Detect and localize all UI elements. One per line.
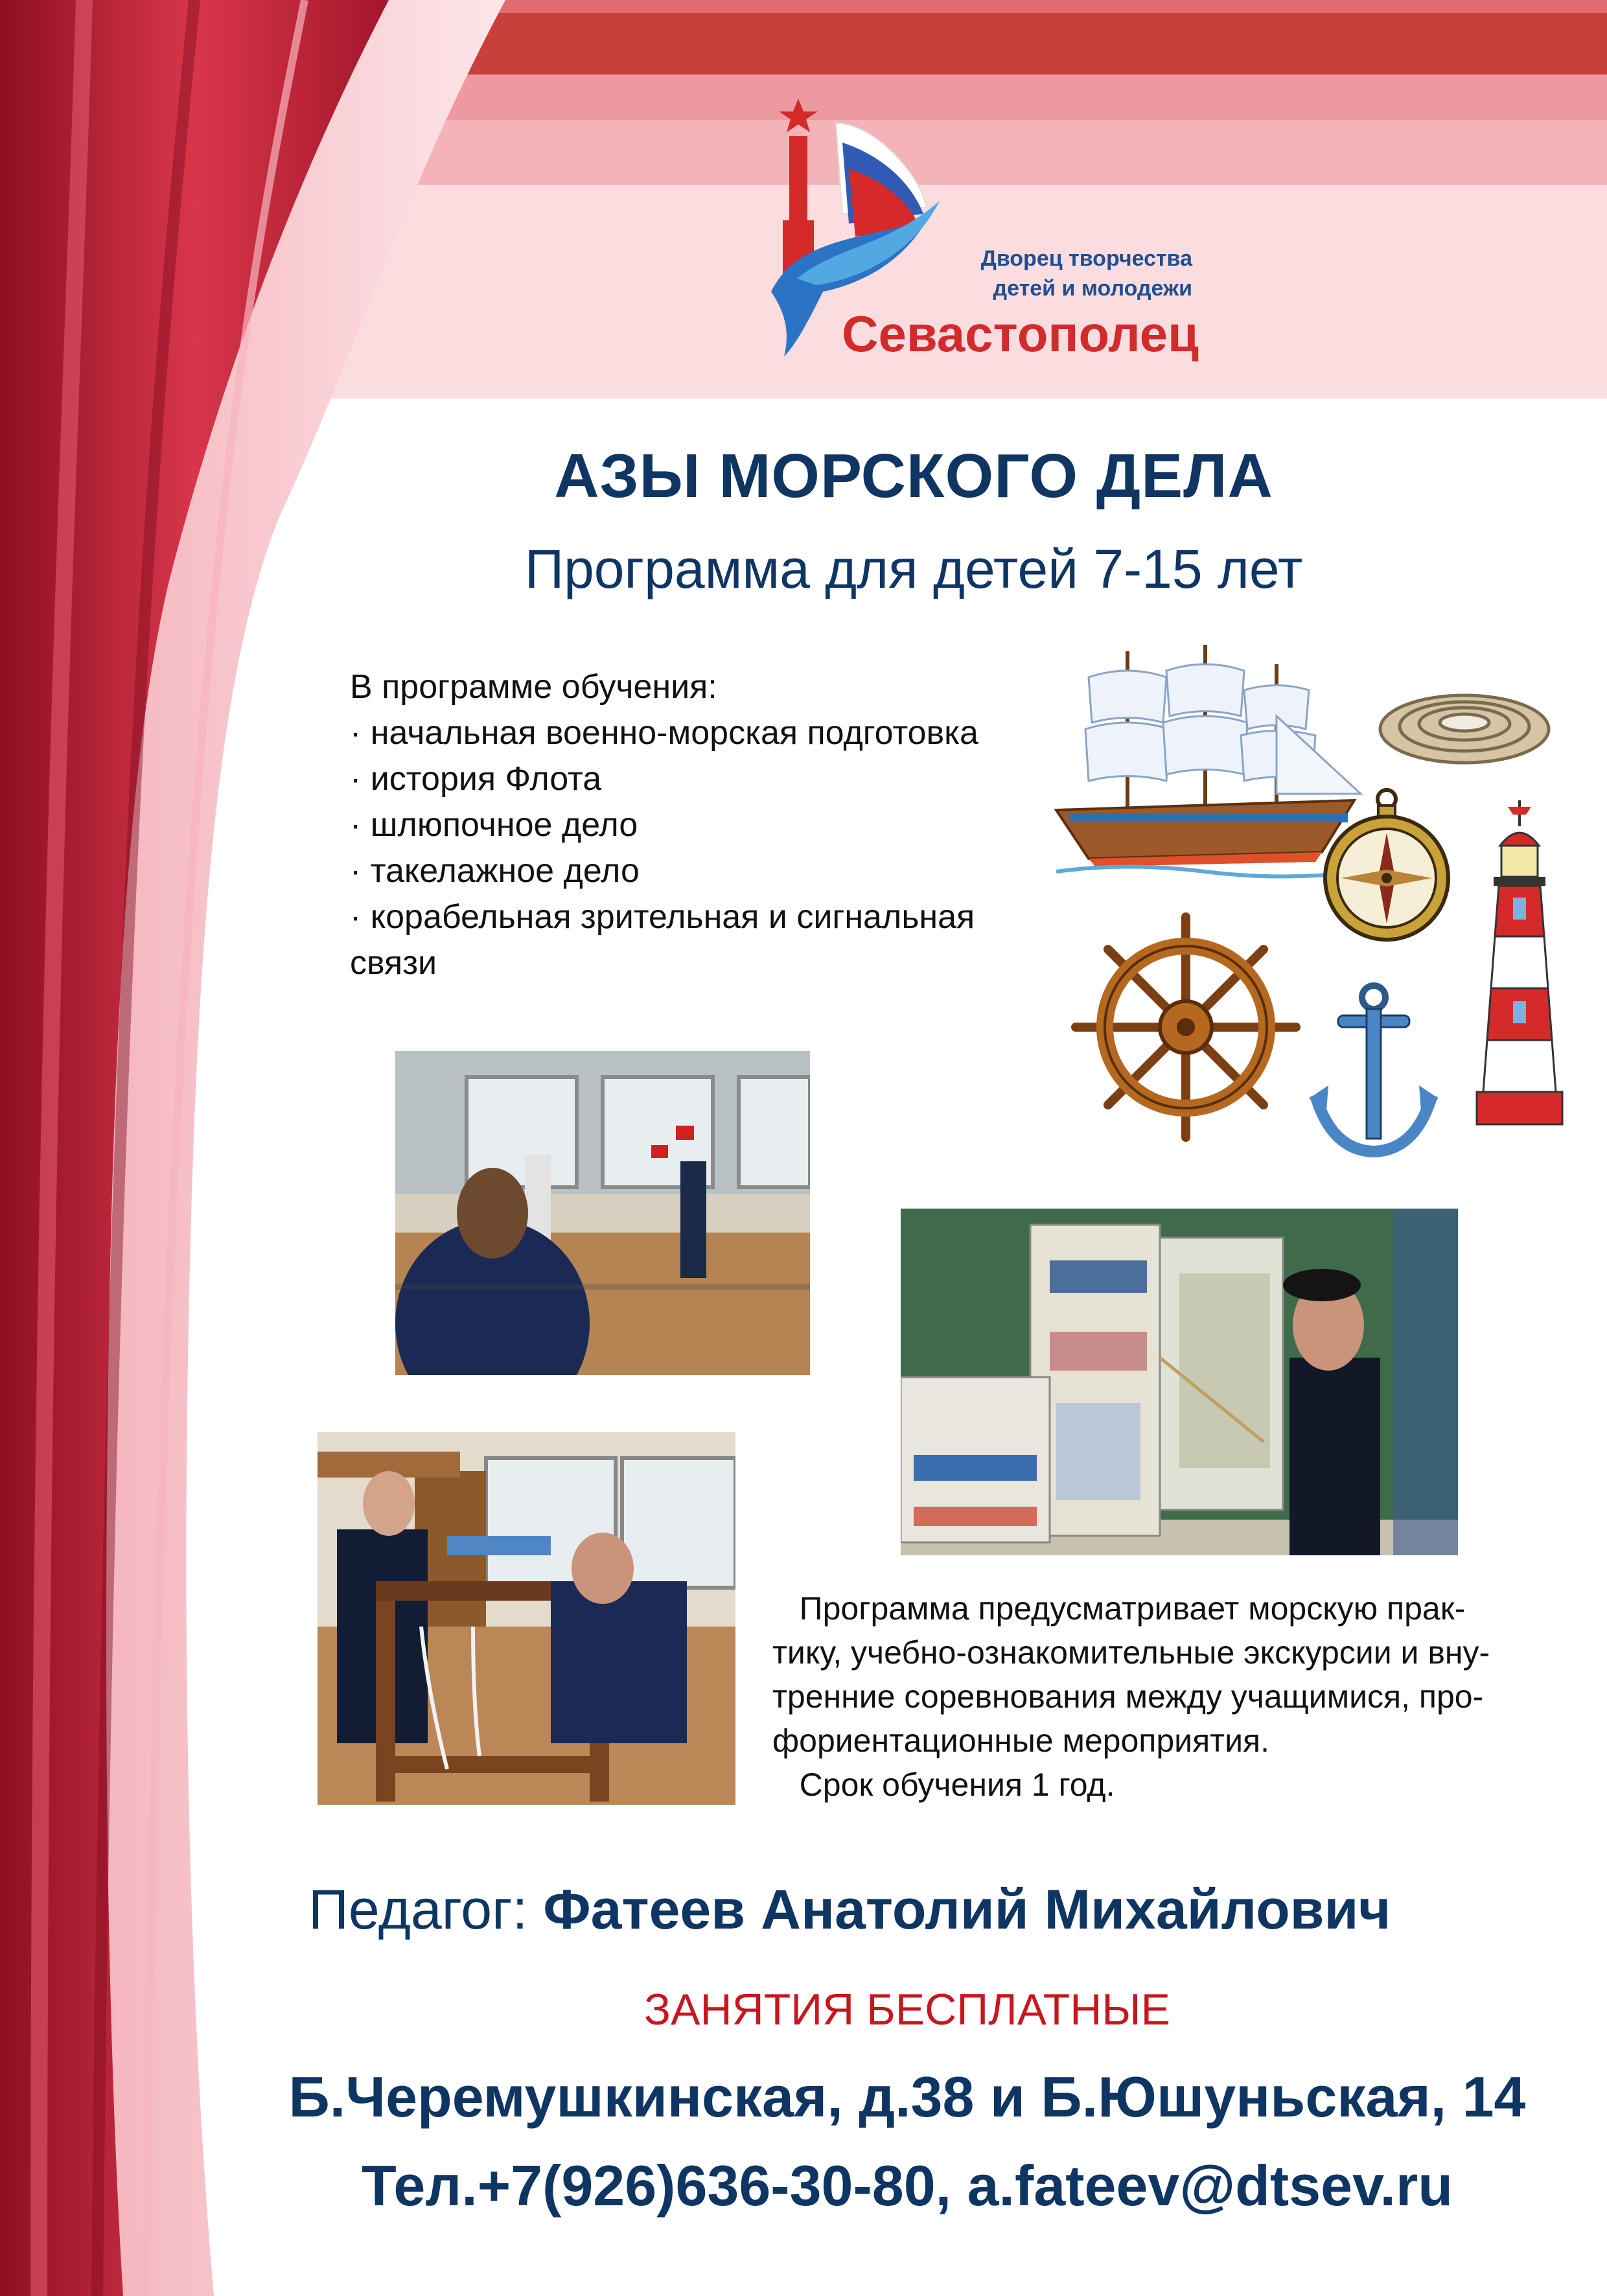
list-item-continuation: связи bbox=[350, 944, 437, 982]
page-subtitle: Программа для детей 7-15 лет bbox=[524, 539, 1303, 599]
program-description bbox=[772, 1586, 1537, 1807]
compass-icon bbox=[1319, 787, 1455, 943]
photo-naval-posters-lesson bbox=[901, 1209, 1458, 1555]
address: Б.Черемушкинская, д.38 и Б.Юшуньская, 14 bbox=[288, 2065, 1526, 2129]
description-line: Срок обучения 1 год. bbox=[772, 1767, 1115, 1803]
teacher-name: Фатеев Анатолий Михайлович bbox=[543, 1879, 1391, 1941]
list-item: · начальная военно-морская подготовка bbox=[350, 714, 978, 752]
logo-name: Севастополец bbox=[842, 305, 1199, 362]
page-title: АЗЫ МОРСКОГО ДЕЛА bbox=[554, 441, 1273, 511]
description-line: тренние соревнования между учащимися, про- bbox=[772, 1678, 1484, 1715]
ship-wheel-icon bbox=[1069, 910, 1302, 1144]
free-classes-note: ЗАНЯТИЯ БЕСПЛАТНЫЕ bbox=[644, 1985, 1170, 2034]
logo bbox=[758, 84, 1212, 369]
lighthouse-icon bbox=[1468, 800, 1571, 1128]
program-heading: В программе обучения: bbox=[350, 668, 717, 706]
photo-signal-flags-practice bbox=[395, 1051, 810, 1375]
teacher-label: Педагог: bbox=[308, 1879, 528, 1941]
list-item: · корабельная зрительная и сигнальная bbox=[350, 898, 975, 936]
list-item: · шлюпочное дело bbox=[350, 806, 638, 844]
teacher-line bbox=[308, 1878, 1540, 1942]
rope-coil-icon bbox=[1374, 684, 1555, 768]
list-item: · история Флота bbox=[350, 760, 602, 798]
anchor-icon bbox=[1306, 982, 1442, 1163]
logo-line-1: Дворец творчества bbox=[980, 246, 1192, 271]
description-line: Программа предусматривает морскую прак- bbox=[772, 1590, 1466, 1627]
description-line: фориентационные мероприятия. bbox=[772, 1722, 1269, 1759]
logo-line-2: детей и молодежи bbox=[993, 276, 1192, 301]
photo-rigging-practice bbox=[318, 1432, 735, 1805]
contacts: Тел.+7(926)636-30-80, a.fateev@dtsev.ru bbox=[362, 2153, 1453, 2218]
description-line: тику, учебно-ознакомительные экскурсии и вну- bbox=[772, 1634, 1490, 1671]
list-item: · такелажное дело bbox=[350, 852, 640, 890]
program-list bbox=[350, 664, 998, 986]
